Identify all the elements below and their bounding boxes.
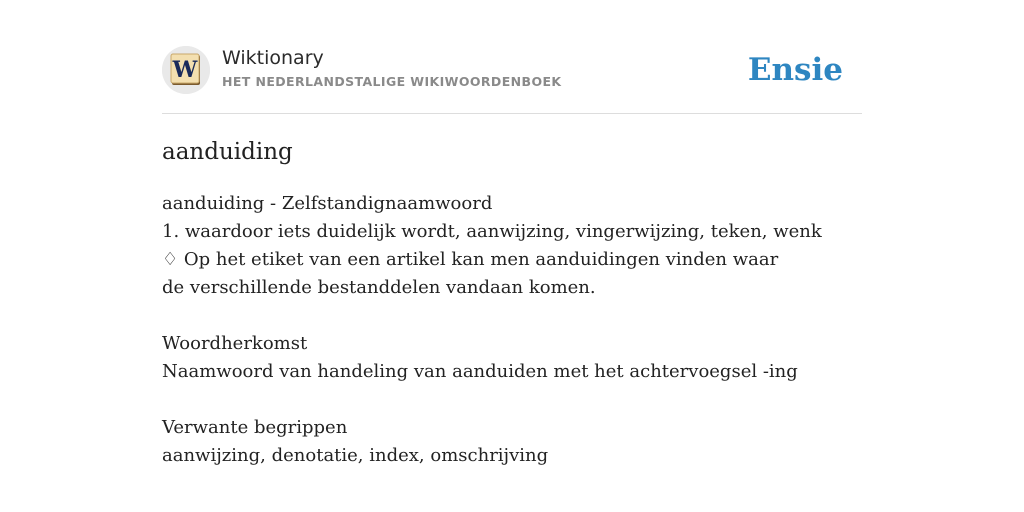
spacer — [162, 302, 862, 330]
related-terms-heading: Verwante begrippen — [162, 417, 348, 438]
logo-letter: W — [172, 57, 198, 83]
wiktionary-logo-icon[interactable] — [162, 46, 210, 94]
ensie-brand-link[interactable]: Ensie — [747, 52, 843, 88]
entry-title: aanduiding — [162, 139, 293, 165]
etymology-text: Naamwoord van handeling van aanduiden met het achtervoegsel -ing — [162, 361, 798, 382]
site-name[interactable]: Wiktionary — [222, 47, 324, 69]
site-header — [162, 44, 862, 98]
definition-line: 1. waardoor iets duidelijk wordt, aanwijzing, vingerwijzing, teken, wenk — [162, 221, 822, 242]
etymology-heading: Woordherkomst — [162, 333, 308, 354]
part-of-speech-line: aanduiding - Zelfstandignaamwoord — [162, 193, 493, 214]
related-terms-list: aanwijzing, denotatie, index, omschrijving — [162, 445, 549, 466]
entry-content — [162, 190, 862, 470]
spacer — [162, 386, 862, 414]
header-divider — [162, 113, 862, 114]
site-tagline: HET NEDERLANDSTALIGE WIKIWOORDENBOEK — [222, 74, 562, 89]
example-sentence: ♢ Op het etiket van een artikel kan men aanduidingen vinden waar de verschillende bestanddelen vandaan komen. — [162, 249, 779, 298]
